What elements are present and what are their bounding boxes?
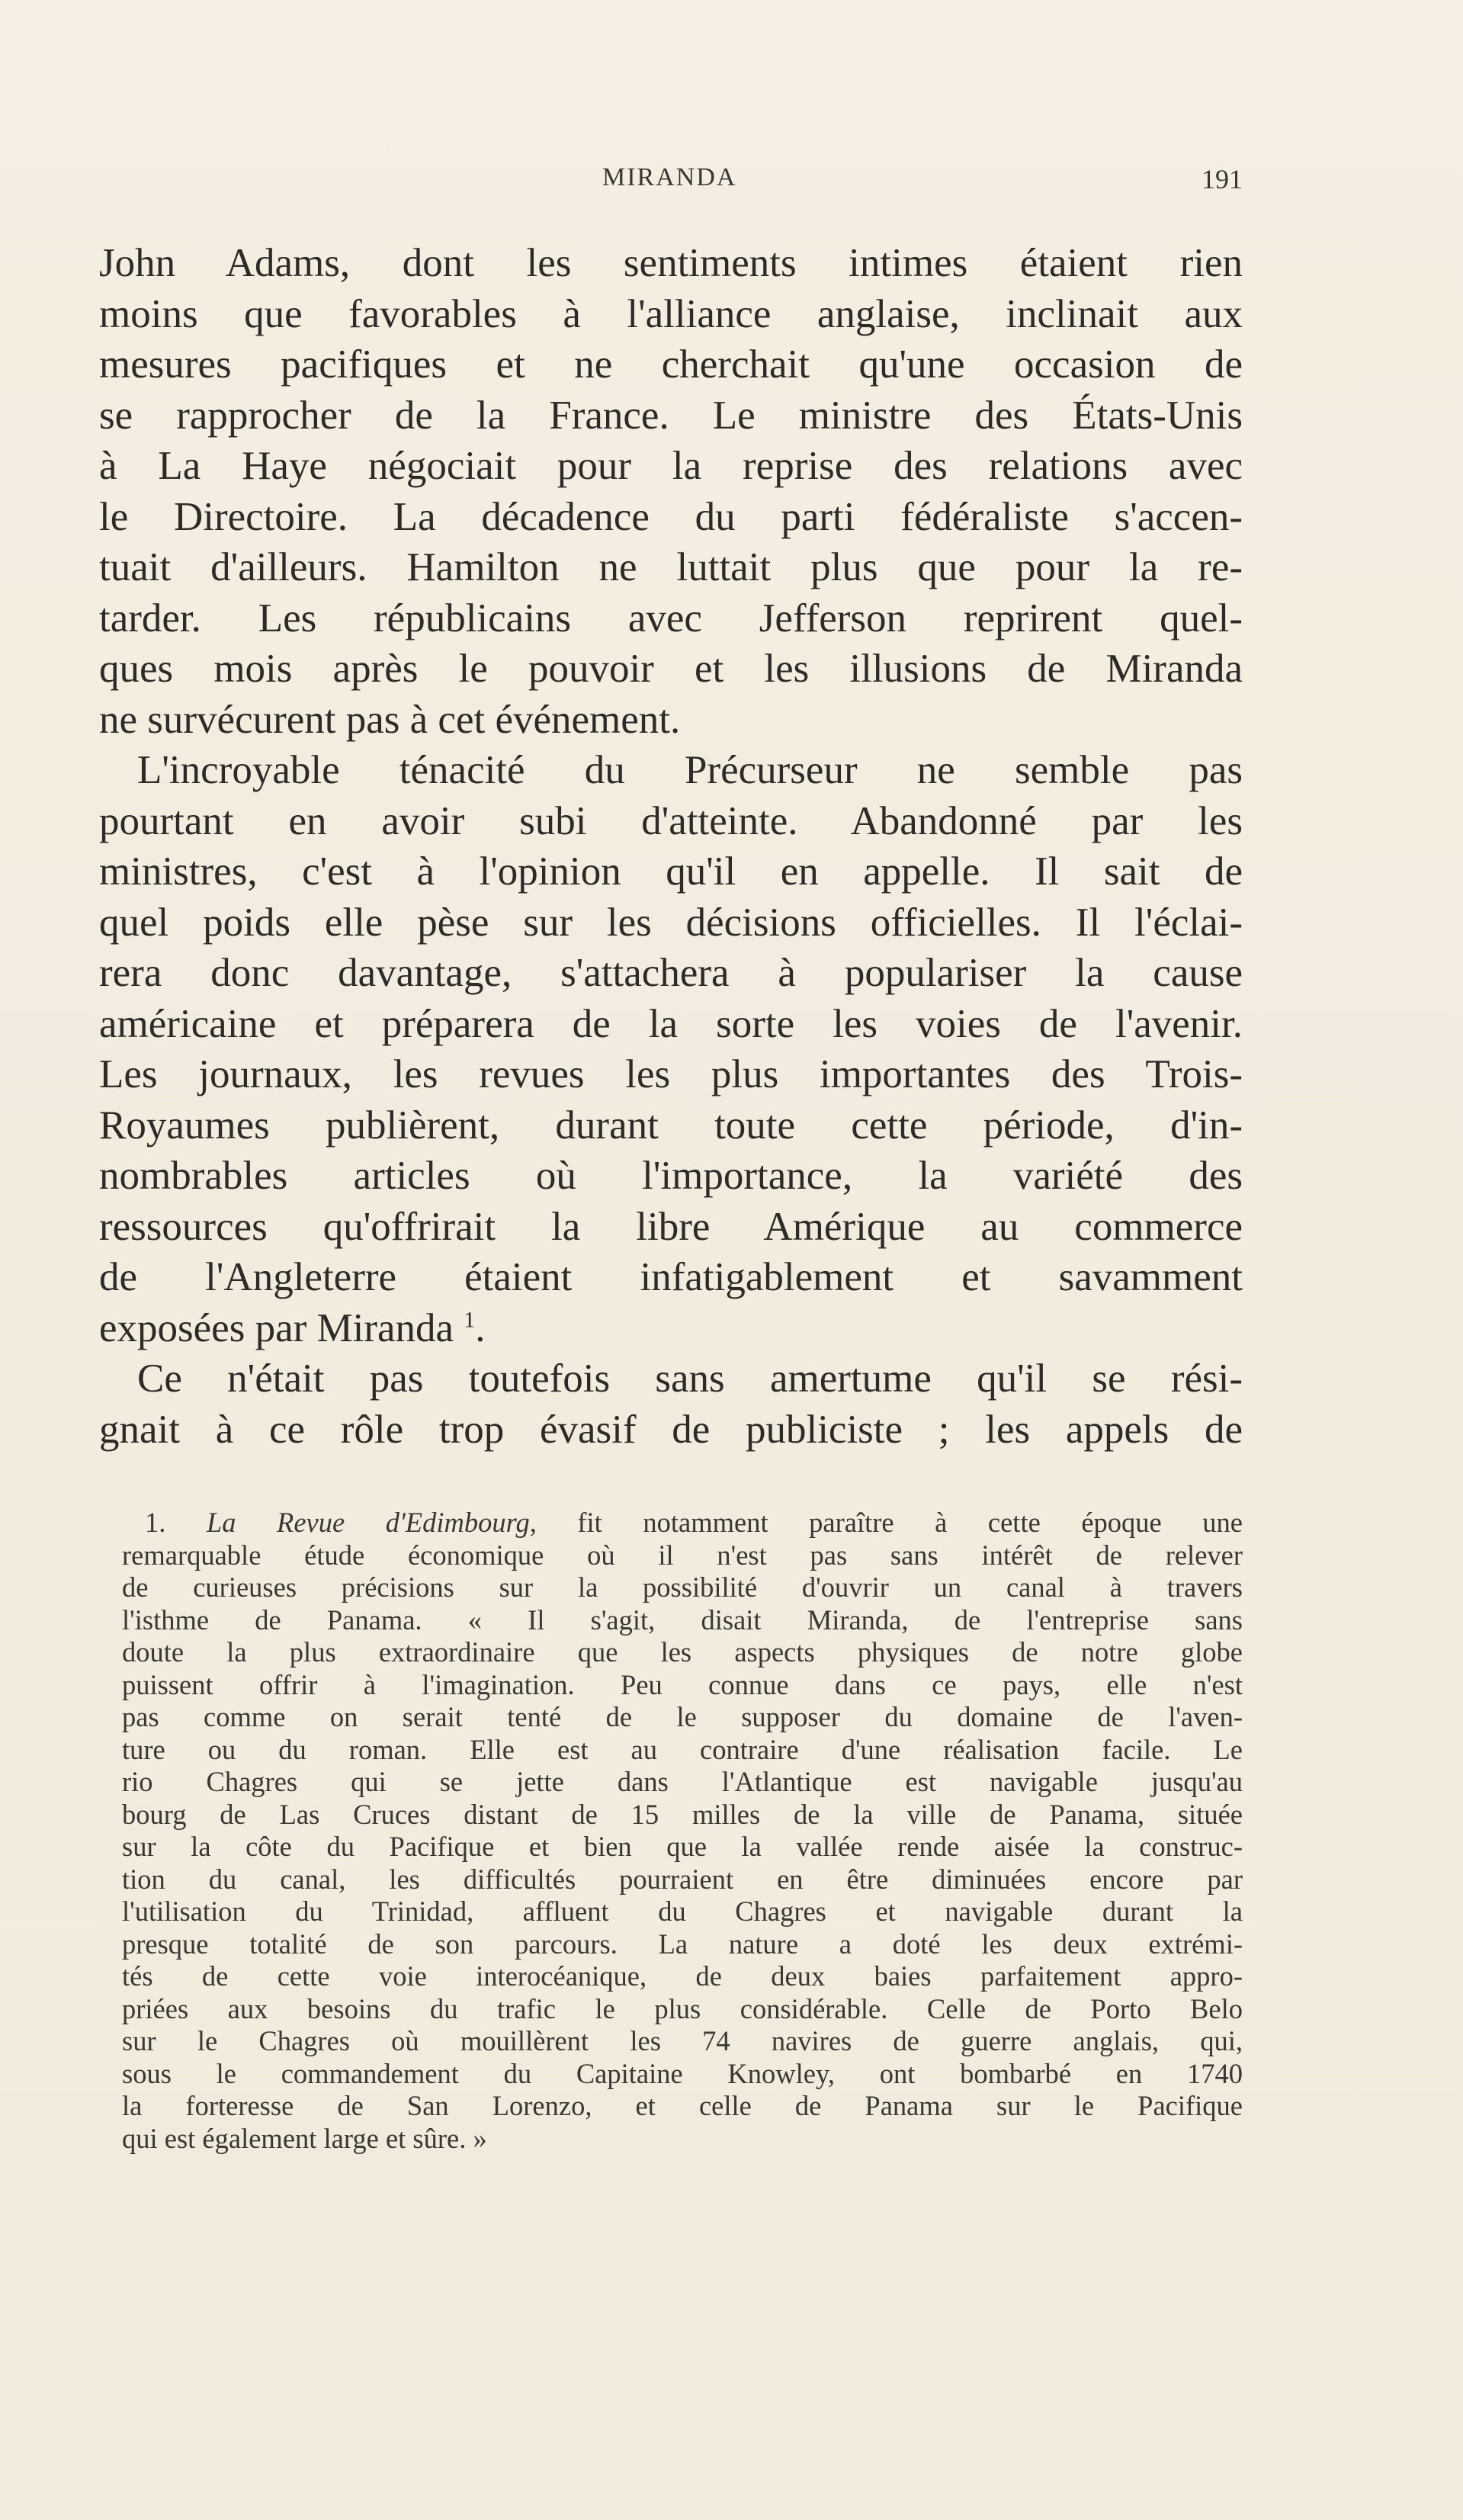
body-line: ministres, c'est à l'opinion qu'il en appelle. Il sait de	[99, 849, 1243, 894]
footnote-block	[122, 1507, 1243, 2155]
footnote-line: qui est également large et sûre. »	[122, 2122, 487, 2154]
body-line: nombrables articles où l'importance, la variété des	[99, 1154, 1243, 1198]
footnote-line-text: fit notamment paraître à cette époque une	[577, 1507, 1243, 1538]
footnote-line: sous le commandement du Capitaine Knowley, ont bombarbé en 1740	[122, 2057, 1243, 2089]
body-line-with-note: exposées par Miranda $^1$.	[99, 1305, 486, 1350]
body-line: pourtant en avoir subi d'atteinte. Abandonné par les	[99, 798, 1243, 843]
footnote-line: sur le Chagres où mouillèrent les 74 navires de guerre anglais, qui,	[122, 2025, 1243, 2056]
body-line: Les journaux, les revues les plus importantes des Trois-	[99, 1052, 1243, 1096]
running-head	[99, 163, 1243, 201]
footnote-line: rio Chagres qui se jette dans l'Atlantique est navigable jusqu'au	[122, 1766, 1243, 1797]
footnote-line: sur la côte du Pacifique et bien que la vallée rende aisée la construc-	[122, 1831, 1243, 1862]
footnote-line: bourg de Las Cruces distant de 15 milles de la ville de Panama, située	[122, 1798, 1243, 1830]
body-line: de l'Angleterre étaient infatigablement et savamment	[99, 1255, 1243, 1299]
body-line: gnait à ce rôle trop évasif de publiciste ; les appels de	[99, 1407, 1243, 1452]
footnote-line: l'isthme de Panama. « Il s'agit, disait Miranda, de l'entreprise sans	[122, 1603, 1243, 1636]
body-line: Royaumes publièrent, durant toute cette période, d'in-	[99, 1103, 1243, 1148]
footnote-line: ture ou du roman. Elle est au contraire d'une réalisation facile. Le	[122, 1733, 1243, 1765]
running-title: MIRANDA	[602, 163, 737, 191]
body-line: John Adams, dont les sentiments intimes étaient rien	[99, 241, 1243, 285]
footnote-line: tés de cette voie interocéanique, de deux baies parfaitement appro-	[122, 1960, 1243, 1992]
footnote-line: priées aux besoins du trafic le plus considérable. Celle de Porto Belo	[122, 1992, 1243, 2024]
page-number: 191	[1202, 164, 1243, 194]
footnote-line: de curieuses précisions sur la possibilité d'ouvrir un canal à travers	[122, 1571, 1243, 1603]
footnote-line: la forteresse de San Lorenzo, et celle de Panama sur le Pacifique	[122, 2090, 1243, 2121]
footnote-journal-title: La Revue d'Edimbourg,	[206, 1507, 537, 1538]
body-line: le Directoire. La décadence du parti fédéraliste s'accen-	[99, 494, 1243, 539]
footnote-line: puissent offrir à l'imagination. Peu connue dans ce pays, elle n'est	[122, 1668, 1243, 1700]
body-text	[99, 238, 1243, 1455]
footnote-reference[interactable]: 1	[464, 1306, 476, 1332]
body-line-text: exposées par Miranda	[99, 1305, 454, 1350]
footnote-line: l'utilisation du Trinidad, affluent du Chagres et navigable durant la	[122, 1896, 1243, 1927]
footnote-line: doute la plus extraordinaire que les aspects physiques de notre globe	[122, 1636, 1243, 1668]
body-line: se rapprocher de la France. Le ministre des États-Unis	[99, 393, 1243, 438]
footnote-number: 1.	[145, 1507, 166, 1538]
body-line: à La Haye négociait pour la reprise des relations avec	[99, 444, 1243, 488]
body-line: ressources qu'offrirait la libre Amérique au commerce	[99, 1204, 1243, 1249]
footnote-first-line	[122, 1507, 1243, 1539]
body-line: Ce n'était pas toutefois sans amertume qu'il se rési-	[137, 1356, 1243, 1401]
body-line: rera donc davantage, s'attachera à populariser la cause	[99, 951, 1243, 995]
body-line: ne survécurent pas à cet événement.	[99, 697, 681, 742]
footnote-line: presque totalité de son parcours. La nature a doté les deux extrémi-	[122, 1928, 1243, 1960]
footnote-line: pas comme on serait tenté de le supposer du domaine de l'aven-	[122, 1701, 1243, 1732]
body-line: moins que favorables à l'alliance anglaise, inclinait aux	[99, 291, 1243, 336]
body-line: ques mois après le pouvoir et les illusions de Miranda	[99, 647, 1243, 691]
footnote-line: remarquable étude économique où il n'est pas sans intérêt de relever	[122, 1539, 1243, 1571]
body-line: tarder. Les républicains avec Jefferson reprirent quel-	[99, 595, 1243, 640]
body-line: quel poids elle pèse sur les décisions officielles. Il l'éclai-	[99, 900, 1243, 945]
footnote-line: tion du canal, les difficultés pourraient en être diminuées encore par	[122, 1863, 1243, 1895]
body-line: tuait d'ailleurs. Hamilton ne luttait plus que pour la re-	[99, 545, 1243, 589]
body-line: mesures pacifiques et ne cherchait qu'une occasion de	[99, 342, 1243, 387]
body-line: américaine et préparera de la sorte les voies de l'avenir.	[99, 1001, 1243, 1046]
body-line: L'incroyable ténacité du Précurseur ne semble pas	[137, 748, 1243, 792]
